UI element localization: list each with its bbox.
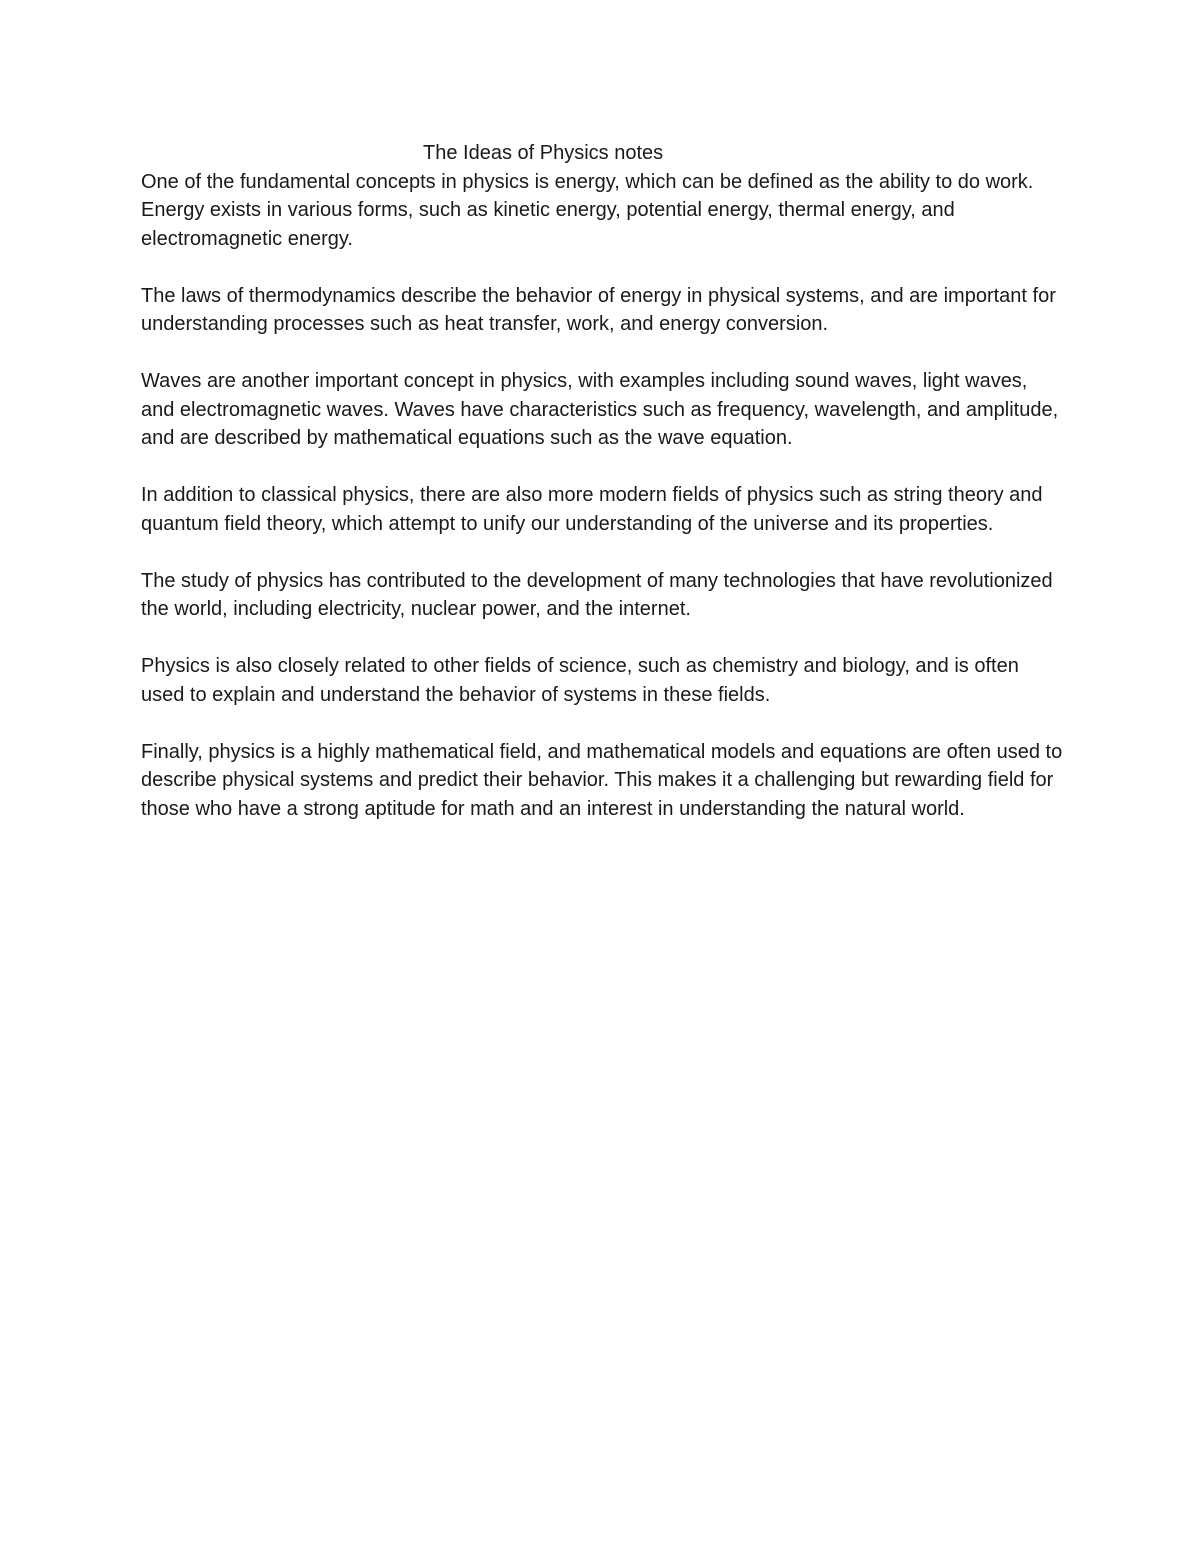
- paragraph-technologies: The study of physics has contributed to the development of many technologies that have revolutionized the world, including electricity, nuclear power, and the internet.: [141, 569, 1053, 620]
- document-body: [141, 139, 1066, 823]
- paragraph-related-sciences: Physics is also closely related to other fields of science, such as chemistry and biology, and is often used to explain and understand the behavior of systems in these fields.: [141, 655, 1019, 706]
- document-title: The Ideas of Physics notes: [423, 142, 664, 164]
- paragraph-mathematics: Finally, physics is a highly mathematical field, and mathematical models and equations are often used to describe physical systems and predict their behavior. This makes it a challenging but rewarding field for those who have a strong aptitude for math and an interest in understanding the natural world.: [141, 740, 1063, 820]
- paragraph-modern-physics: In addition to classical physics, there are also more modern fields of physics such as string theory and quantum field theory, which attempt to unify our understanding of the universe and its properties.: [141, 484, 1043, 535]
- paragraph-energy: One of the fundamental concepts in physics is energy, which can be defined as the ability to do work. Energy exists in various forms, such as kinetic energy, potential energy, thermal energy, and electromagnetic energy.: [141, 170, 1034, 250]
- paragraph-waves: Waves are another important concept in physics, with examples including sound waves, light waves, and electromagnetic waves. Waves have characteristics such as frequency, wavelength, and amplitude, and are described by mathematical equations such as the wave equation.: [141, 370, 1059, 449]
- paragraph-thermodynamics: The laws of thermodynamics describe the behavior of energy in physical systems, and are important for understanding processes such as heat transfer, work, and energy conversion.: [141, 284, 1056, 335]
